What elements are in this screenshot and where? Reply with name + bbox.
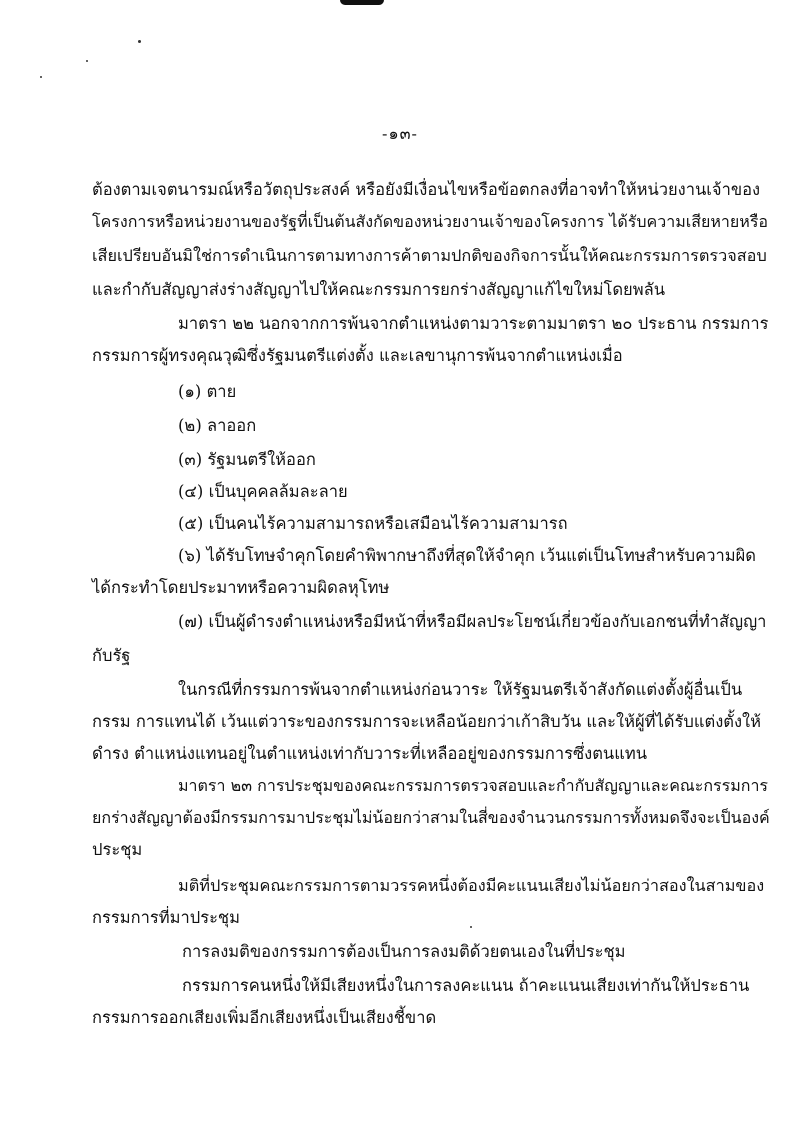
list-item: (๖) ได้รับโทษจำคุกโดยคำพิพากษาถึงที่สุดให้จำคุก เว้นแต่เป็นโทษสำหรับความผิด bbox=[178, 546, 756, 565]
paragraph-line: ยกร่างสัญญาต้องมีกรรมการมาประชุมไม่น้อยกว่าสามในสี่ของจำนวนกรรมการทั้งหมดจึงจะเป็นองค์ bbox=[92, 808, 770, 827]
list-item-continuation: ได้กระทำโดยประมาทหรือความผิดลหุโทษ bbox=[92, 578, 390, 597]
scan-speck bbox=[138, 40, 141, 43]
paragraph-line: ในกรณีที่กรรมการพ้นจากตำแหน่งก่อนวาระ ให้รัฐมนตรีเจ้าสังกัดแต่งตั้งผู้อื่นเป็น bbox=[178, 680, 743, 699]
paragraph-line: มติที่ประชุมคณะกรรมการตามวรรคหนึ่งต้องมีคะแนนเสียงไม่น้อยกว่าสองในสามของ bbox=[178, 876, 765, 895]
paragraph-line: กรรมการคนหนึ่งให้มีเสียงหนึ่งในการลงคะแนน ถ้าคะแนนเสียงเท่ากันให้ประธาน bbox=[182, 976, 750, 995]
list-item: (๑) ตาย bbox=[178, 382, 237, 401]
paragraph-line: ประชุม bbox=[92, 840, 143, 859]
paragraph-line: กรรมการผู้ทรงคุณวุฒิซึ่งรัฐมนตรีแต่งตั้ง และเลขานุการพ้นจากตำแหน่งเมื่อ bbox=[92, 346, 623, 365]
paragraph-line: โครงการหรือหน่วยงานของรัฐที่เป็นต้นสังกัดของหน่วยงานเจ้าของโครงการ ได้รับความเสียหายหรือ bbox=[92, 212, 769, 231]
scan-speck bbox=[470, 926, 472, 928]
list-item: (๒) ลาออก bbox=[178, 416, 257, 435]
paragraph-line: กรรมการออกเสียงเพิ่มอีกเสียงหนึ่งเป็นเสียงชี้ขาด bbox=[92, 1008, 437, 1027]
paragraph-line: เสียเปรียบอันมิใช่การดำเนินการตามทางการค้าตามปกติของกิจการนั้นให้คณะกรรมการตรวจสอบ bbox=[92, 246, 767, 265]
section-heading-line: มาตรา ๒๒ นอกจากการพ้นจากตำแหน่งตามวาระตามมาตรา ๒๐ ประธาน กรรมการ bbox=[178, 314, 769, 333]
paragraph-line: ดำรง ตำแหน่งแทนอยู่ในตำแหน่งเท่ากับวาระที่เหลืออยู่ของกรรมการซึ่งตนแทน bbox=[92, 744, 647, 763]
list-item: (๔) เป็นบุคคลล้มละลาย bbox=[178, 482, 348, 501]
list-item: (๓) รัฐมนตรีให้ออก bbox=[178, 450, 316, 469]
paragraph-line: กรรมการที่มาประชุม bbox=[92, 908, 241, 927]
scan-mark bbox=[340, 0, 384, 5]
section-heading-line: มาตรา ๒๓ การประชุมของคณะกรรมการตรวจสอบและกำกับสัญญาและคณะกรรมการ bbox=[178, 776, 769, 795]
paragraph-line: การลงมติของกรรมการต้องเป็นการลงมติด้วยตนเองในที่ประชุม bbox=[182, 942, 626, 961]
paragraph-line: และกำกับสัญญาส่งร่างสัญญาไปให้คณะกรรมการยกร่างสัญญาแก้ไขใหม่โดยพลัน bbox=[92, 280, 665, 299]
paragraph-line: ต้องตามเจตนารมณ์หรือวัตถุประสงค์ หรือยังมีเงื่อนไขหรือข้อตกลงที่อาจทำให้หน่วยงานเจ้าของ bbox=[92, 180, 761, 199]
page-number: -๑๓- bbox=[382, 124, 418, 143]
paragraph-line: กรรม การแทนได้ เว้นแต่วาระของกรรมการจะเหลือน้อยกว่าเก้าสิบวัน และให้ผู้ที่ได้รับแต่งตั้งให้ bbox=[92, 712, 761, 731]
list-item-continuation: กับรัฐ bbox=[92, 646, 131, 665]
scan-speck bbox=[86, 60, 88, 62]
list-item: (๗) เป็นผู้ดำรงตำแหน่งหรือมีหน้าที่หรือมีผลประโยชน์เกี่ยวข้องกับเอกชนที่ทำสัญญา bbox=[178, 612, 767, 631]
list-item: (๕) เป็นคนไร้ความสามารถหรือเสมือนไร้ความสามารถ bbox=[178, 514, 568, 533]
scan-speck bbox=[40, 76, 42, 78]
